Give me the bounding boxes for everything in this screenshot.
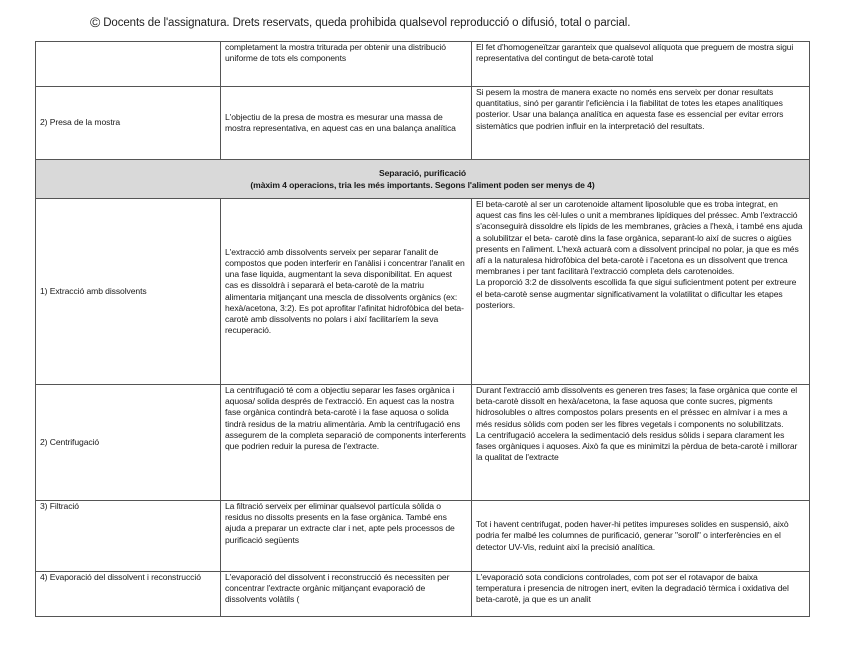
step-cell: 2) Presa de la mostra bbox=[36, 87, 221, 160]
justification-cell: Si pesem la mostra de manera exacte no només ens serveix per donar resultats quantitatius, sinó per garantir l'eficiència i la fiabilitat de totes les etapes analítiques posterior. Usar una balança analítica en aquesta fase es essencial per evitar errors sistemàtics que podrien influir en la interpretació del resultats. bbox=[472, 87, 810, 160]
step-cell: 1) Extracció amb dissolvents bbox=[36, 199, 221, 385]
objective-cell: completament la mostra triturada per obtenir una distribució uniforme de tots els components bbox=[221, 42, 472, 87]
justification-cell bbox=[472, 385, 810, 501]
section-subtitle: (màxim 4 operacions, tria les més importants. Segons l'aliment poden ser menys de 4) bbox=[250, 180, 595, 190]
justification-paragraph: La centrifugació accelera la sedimentació dels residus sòlids i separa clarament les fases orgàniques i aquoses. Això fa que es minimitzi la pèrdua de beta-carotè i millorar la qualitat de l'extracte bbox=[476, 429, 798, 463]
justification-paragraph: La proporció 3:2 de dissolvents escollida fa que sigui suficientment potent per extreure el beta-carotè sense augmentar significativament la volatilitat o dificultar les etapes posteriors. bbox=[476, 277, 797, 310]
justification-cell bbox=[472, 199, 810, 385]
justification-cell: Tot i havent centrifugat, poden haver-hi petites impureses solides en suspensió, això podria fer malbé les columnes de purificació, generar "soroll" o interferències en el detector UV-Vis, reduint així la precisió analítica. bbox=[472, 501, 810, 572]
section-title: Separació, purificació bbox=[378, 168, 467, 178]
objective-cell: La filtració serveix per eliminar qualsevol partícula sòlida o residus no dissolts presents en la fase orgànica. També ens ajuda a preparar un extracte clar i net, apte pels processos de purificació següents bbox=[221, 501, 472, 572]
section-header-row bbox=[36, 160, 810, 199]
copyright-text: Docents de l'assignatura. Drets reservats, queda prohibida qualsevol reproducció o difusió, total o parcial. bbox=[103, 17, 631, 29]
table-row bbox=[36, 572, 810, 617]
objective-cell: L'objectiu de la presa de mostra es mesurar una massa de mostra representativa, en aquest cas en una balança analítica bbox=[221, 87, 472, 160]
table-row bbox=[36, 385, 810, 501]
objective-cell: L'evaporació del dissolvent i reconstrucció és necessiten per concentrar l'extracte orgànic mitjançant evaporació de dissolvents volàtils ( bbox=[221, 572, 472, 617]
justification-cell: El fet d'homogeneïtzar garanteix que qualsevol alíquota que preguem de mostra sigui representativa del contingut de beta-carotè total bbox=[472, 42, 810, 87]
objective-cell: L'extracció amb dissolvents serveix per separar l'analit de compostos que poden interferir en l'anàlisi i concentrar l'analit en una fase liquida, augmentant la seva disponibilitat. En aquest cas es dissoldrà i separarà el beta-carotè de la matriu alimentaria mitjançant una mescla de dissolvents orgànics (ex: hexà/acetona, 3:2). Es pot aprofitar l'afinitat hidrofòbica del beta-carotè amb dissolvents no polars i així facilitaríem la seva recuperació. bbox=[221, 199, 472, 385]
justification-cell: L'evaporació sota condicions controlades, com pot ser el rotavapor de baixa temperatura i presencia de nitrogen inert, eviten la degradació tèrmica i oxidativa del beta-carotè, ja que es un analit bbox=[472, 572, 810, 617]
step-cell: 2) Centrifugació bbox=[36, 385, 221, 501]
table-row bbox=[36, 199, 810, 385]
step-cell: 4) Evaporació del dissolvent i reconstrucció bbox=[36, 572, 221, 617]
justification-paragraph: El beta-carotè al ser un carotenoide altament liposoluble que es troba integrat, en aquest cas fins les cèl·lules o unit a membranes lipídiques del préssec. Amb l'extracció s'aconseguirà dissoldre els lípids de les membranes, gràcies a l'hexà, i també ens ajuda a solubilitzar el beta- carotè dins la fase orgànica, separant-lo així de sucres o aigües presents en l'aliment. L'hexà actuarà com a dissolvent principal no polar, ja que es més afí a la naturalesa hidrofòbica del beta-carotè i l'acetona es un dissolvent que trenca membranes i per tant facilitarà l'extracció completa dels carotenoides. bbox=[476, 199, 803, 277]
objective-cell: La centrifugació té com a objectiu separar les fases orgànica i aquosa/ solida després de l'extracció. En aquest cas la nostra fase orgànica contindrà beta-carotè i la fase aquosa o solida tindrà residus de la matriu alimentària. Amb la centrifugació ens assegurem de la completa separació de components interferents que podrien reduir la puresa de l'extracte. bbox=[221, 385, 472, 501]
copyright-icon: © bbox=[90, 14, 101, 30]
step-cell: 3) Filtració bbox=[36, 501, 221, 572]
procedure-table bbox=[35, 41, 810, 617]
table-row bbox=[36, 87, 810, 160]
table-row bbox=[36, 42, 810, 87]
copyright-notice bbox=[90, 14, 630, 30]
justification-paragraph: Durant l'extracció amb dissolvents es generen tres fases; la fase orgànica que conte el beta-carotè dissolt en hexà/acetona, la fase aquosa que conte sucres, pigments hidrosolubles o altres compostos polars presents en el préssec en almívar i a mes a més residus sòlids com poden ser les fibres vegetals i components no solubilitzats. bbox=[476, 385, 798, 429]
step-cell bbox=[36, 42, 221, 87]
section-header bbox=[36, 160, 810, 199]
table-row bbox=[36, 501, 810, 572]
